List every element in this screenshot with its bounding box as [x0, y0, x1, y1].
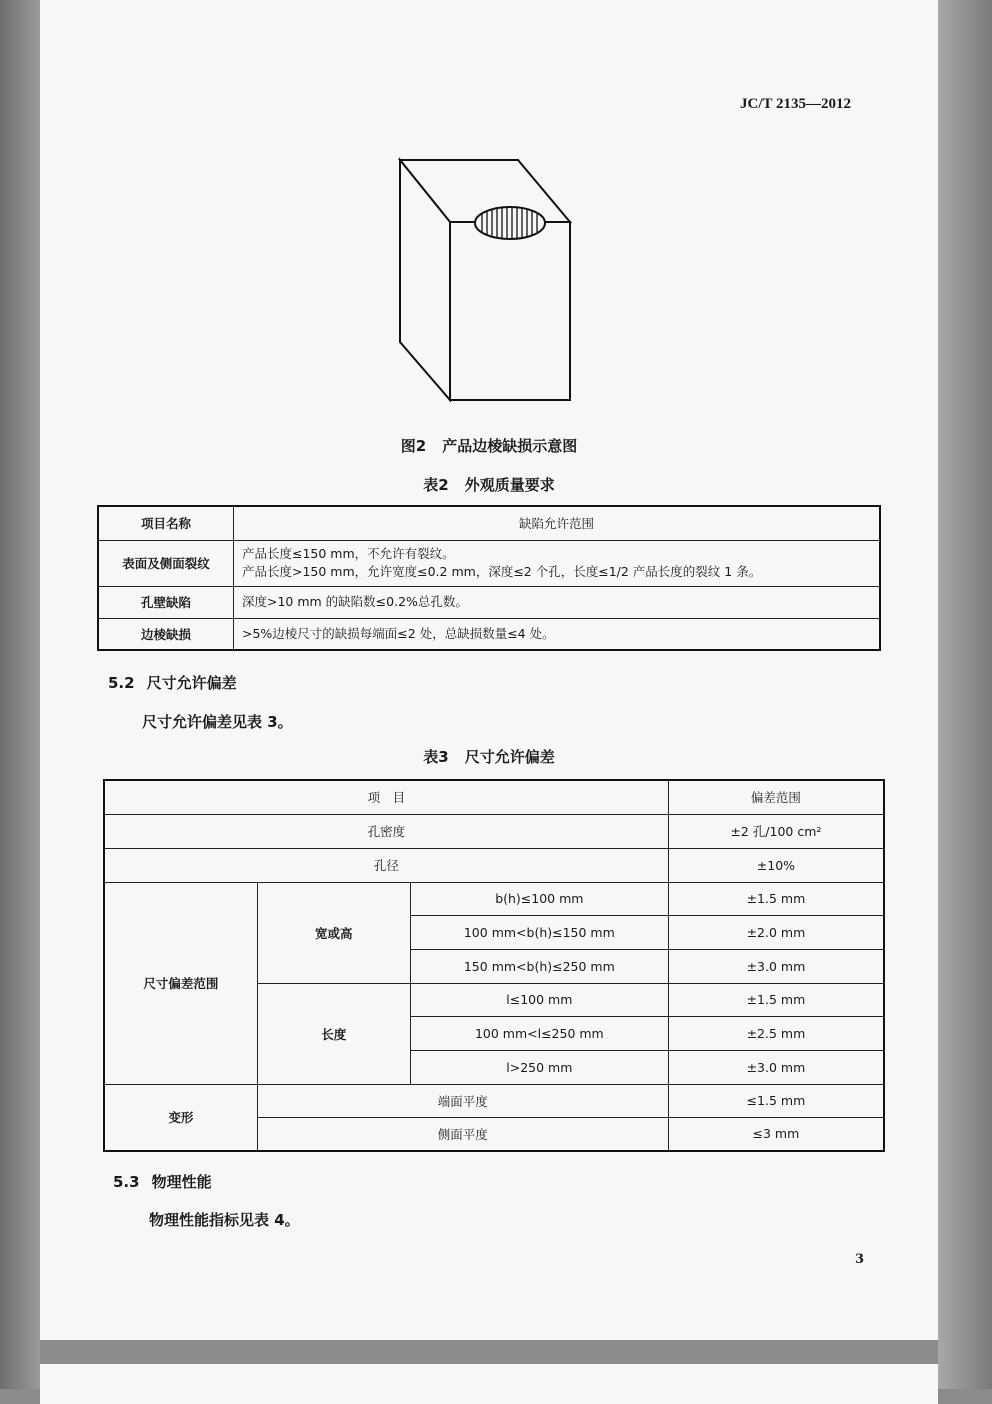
row-condition: l≤100 mm	[410, 983, 668, 1016]
table-3-title: 尺寸允许偏差	[464, 748, 555, 766]
table-3-number: 表3	[423, 748, 449, 766]
table-row	[104, 1084, 884, 1117]
row-item: 孔径	[104, 848, 668, 882]
row-value-line: 产品长度≤150 mm，不允许有裂纹。	[242, 546, 455, 561]
row-condition: 侧面平度	[257, 1117, 668, 1151]
figure-2-caption	[40, 435, 938, 456]
row-name: 边棱缺损	[98, 618, 234, 650]
table-2-title: 外观质量要求	[464, 476, 555, 494]
table-row	[104, 848, 884, 882]
column-header-range: 偏差范围	[668, 780, 884, 814]
table-row	[98, 586, 880, 618]
table-row	[104, 882, 884, 915]
section-number: 5.2	[108, 674, 135, 692]
section-5-3-heading	[113, 1171, 212, 1192]
row-condition: 100 mm<b(h)≤150 mm	[410, 915, 668, 949]
table-row	[98, 618, 880, 650]
row-range: ±1.5 mm	[668, 983, 884, 1016]
group-label: 尺寸偏差范围	[104, 882, 257, 1084]
row-range: ≤1.5 mm	[668, 1084, 884, 1117]
section-5-3-text: 物理性能指标见表 4。	[149, 1211, 300, 1229]
row-condition: 100 mm<l≤250 mm	[410, 1016, 668, 1050]
row-range: ±10%	[668, 848, 884, 882]
table-3-caption	[40, 746, 938, 767]
row-condition: l>250 mm	[410, 1050, 668, 1084]
document-page[interactable]	[40, 0, 938, 1340]
row-condition: b(h)≤100 mm	[410, 882, 668, 915]
viewer-background-left	[0, 0, 40, 1389]
figure-2-title: 产品边棱缺损示意图	[442, 437, 578, 455]
row-item: 孔密度	[104, 814, 668, 848]
column-header-item: 项 目	[104, 780, 668, 814]
figure-2-number: 图2	[400, 437, 427, 455]
row-condition: 150 mm<b(h)≤250 mm	[410, 949, 668, 983]
column-header-name: 项目名称	[98, 506, 234, 540]
standard-code: JC/T 2135—2012	[740, 96, 851, 112]
table-2-number: 表2	[423, 476, 449, 494]
table-header-row	[104, 780, 884, 814]
next-page-edge[interactable]	[40, 1364, 938, 1404]
row-value	[234, 540, 881, 586]
row-range: ±3.0 mm	[668, 1050, 884, 1084]
table-row	[98, 540, 880, 586]
row-range: ≤3 mm	[668, 1117, 884, 1151]
row-range: ±2.5 mm	[668, 1016, 884, 1050]
viewer-scrollbar-area[interactable]	[938, 0, 992, 1389]
section-title: 物理性能	[151, 1173, 212, 1191]
section-5-2-text: 尺寸允许偏差见表 3。	[142, 713, 293, 731]
section-number: 5.3	[113, 1173, 140, 1191]
row-value-line: 产品长度>150 mm，允许宽度≤0.2 mm，深度≤2 个孔，长度≤1/2 产品长度的裂纹 1 条。	[242, 564, 762, 579]
row-range: ±1.5 mm	[668, 882, 884, 915]
row-range: ±3.0 mm	[668, 949, 884, 983]
section-title: 尺寸允许偏差	[146, 674, 237, 692]
row-name: 表面及侧面裂纹	[98, 540, 234, 586]
brick-edge-defect-figure	[390, 150, 590, 435]
table-row	[104, 814, 884, 848]
table-header-row	[98, 506, 880, 540]
appearance-quality-table	[97, 505, 881, 651]
table-2-caption	[40, 474, 938, 495]
dimension-tolerance-table	[103, 779, 885, 1152]
row-name: 孔壁缺陷	[98, 586, 234, 618]
row-range: ±2.0 mm	[668, 915, 884, 949]
row-value: 深度>10 mm 的缺陷数≤0.2%总孔数。	[234, 586, 881, 618]
row-range: ±2 孔/100 cm²	[668, 814, 884, 848]
column-header-range: 缺陷允许范围	[234, 506, 881, 540]
width-label: 宽或高	[257, 882, 410, 983]
page-number: 3	[855, 1252, 865, 1267]
section-5-2-heading	[108, 672, 237, 693]
length-label: 长度	[257, 983, 410, 1084]
deform-label: 变形	[104, 1084, 257, 1151]
row-value: >5%边棱尺寸的缺损每端面≤2 处，总缺损数量≤4 处。	[234, 618, 881, 650]
row-condition: 端面平度	[257, 1084, 668, 1117]
